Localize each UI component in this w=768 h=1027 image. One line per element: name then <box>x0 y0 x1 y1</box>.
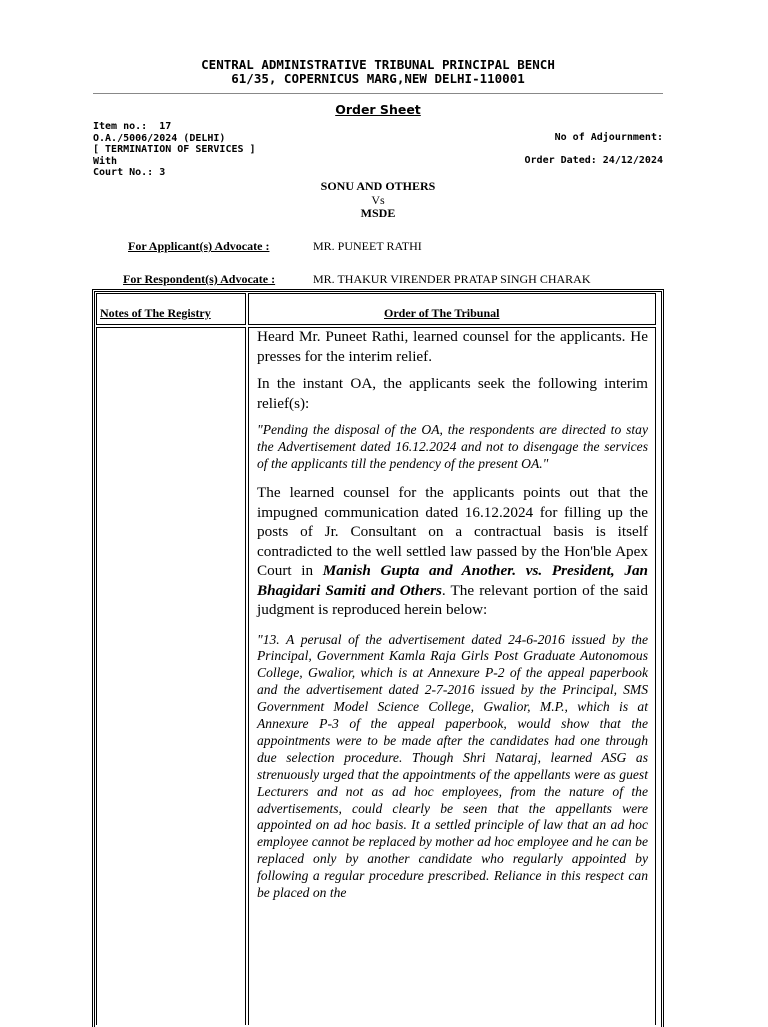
case-parties <box>93 180 663 221</box>
applicant-advocate-label: For Applicant(s) Advocate : <box>128 239 270 253</box>
case-meta <box>93 121 256 179</box>
relief-quote: "Pending the disposal of the OA, the respondents are directed to stay the Advertisement dated 16.12.2024 and not to disengage the services of the applicants till the pendency of the present OA." <box>257 422 648 471</box>
order-date: Order Dated: 24/12/2024 <box>524 155 663 166</box>
order-text: The learned counsel for the applicants points out that the impugned communication dated 16.12.2024 for filling up the posts of Jr. Consultant on a contractual basis is itself contradicted to the well settled law passed by the Hon'ble Apex Court in <box>257 484 648 579</box>
versus: Vs <box>371 192 385 207</box>
case-citation: Manish Gupta and Another. vs. President, Jan Bhagidari Samiti and Others <box>257 562 648 599</box>
oa-number: O.A./5006/2024 (DELHI) <box>93 132 226 144</box>
respondent-advocate-name: MR. THAKUR VIRENDER PRATAP SINGH CHARAK <box>313 272 591 286</box>
respondent-party: MSDE <box>360 206 396 220</box>
document-title: Order Sheet <box>335 102 421 117</box>
applicant-party: SONU AND OTHERS <box>320 179 436 193</box>
case-subject: [ TERMINATION OF SERVICES ] <box>93 144 256 156</box>
tribunal-header <box>93 58 663 86</box>
applicant-advocate-name: MR. PUNEET RATHI <box>313 239 422 253</box>
header-divider <box>93 93 663 94</box>
order-paragraph: Heard Mr. Puneet Rathi, learned counsel for the applicants. He presses for the interim relief. <box>257 328 648 365</box>
adjournment-count: No of Adjournment: <box>554 132 663 143</box>
court-no: Court No.: 3 <box>93 167 166 179</box>
respondent-advocate-label: For Respondent(s) Advocate : <box>123 272 276 286</box>
order-paragraph: In the instant OA, the applicants seek the following interim relief(s): <box>257 375 648 412</box>
order-paragraph <box>257 483 648 620</box>
tribunal-address: 61/35, COPERNICUS MARG,NEW DELHI-110001 <box>231 71 525 86</box>
item-no: Item no.: 17 <box>93 121 172 132</box>
tribunal-name: CENTRAL ADMINISTRATIVE TRIBUNAL PRINCIPAL BENCH <box>201 57 555 72</box>
registry-column-header: Notes of The Registry <box>100 306 211 320</box>
order-text: . The relevant portion of the said judgment is reproduced herein below: <box>257 581 648 618</box>
order-body <box>257 327 648 902</box>
registry-notes-cell <box>96 327 246 1025</box>
tribunal-column-header: Order of The Tribunal <box>384 306 500 320</box>
judgment-quote: "13. A perusal of the advertisement dated 24-6-2016 issued by the Principal, Government Kamla Raja Girls Post Graduate Autonomous College, Gwalior, which is at Annexure P-2 of the appeal paperbook and the advertisement dated 2-7-2016 issued by the Principal, SMS Government Model Science College, Gwalior, M.P., which is at Annexure P-3 of the appeal paperbook, would show that the appointments were to be made after the candidates had one through due selection procedure. Though Shri Nataraj, learned ASG as strenuously urged that the appointments of the appellants were as guest Lecturers and not as ad hoc employees, from the nature of the advertisements, could clearly be seen that the appellants were appointed on ad hoc basis. It a settled principle of law that an ad hoc employee cannot be replaced by mother ad hoc employee and he can be replaced only by another candidate who regularly appointed by following a regular procedure prescribed. Reliance in this respect can be placed on the <box>257 631 648 901</box>
with-label: With <box>93 155 118 167</box>
